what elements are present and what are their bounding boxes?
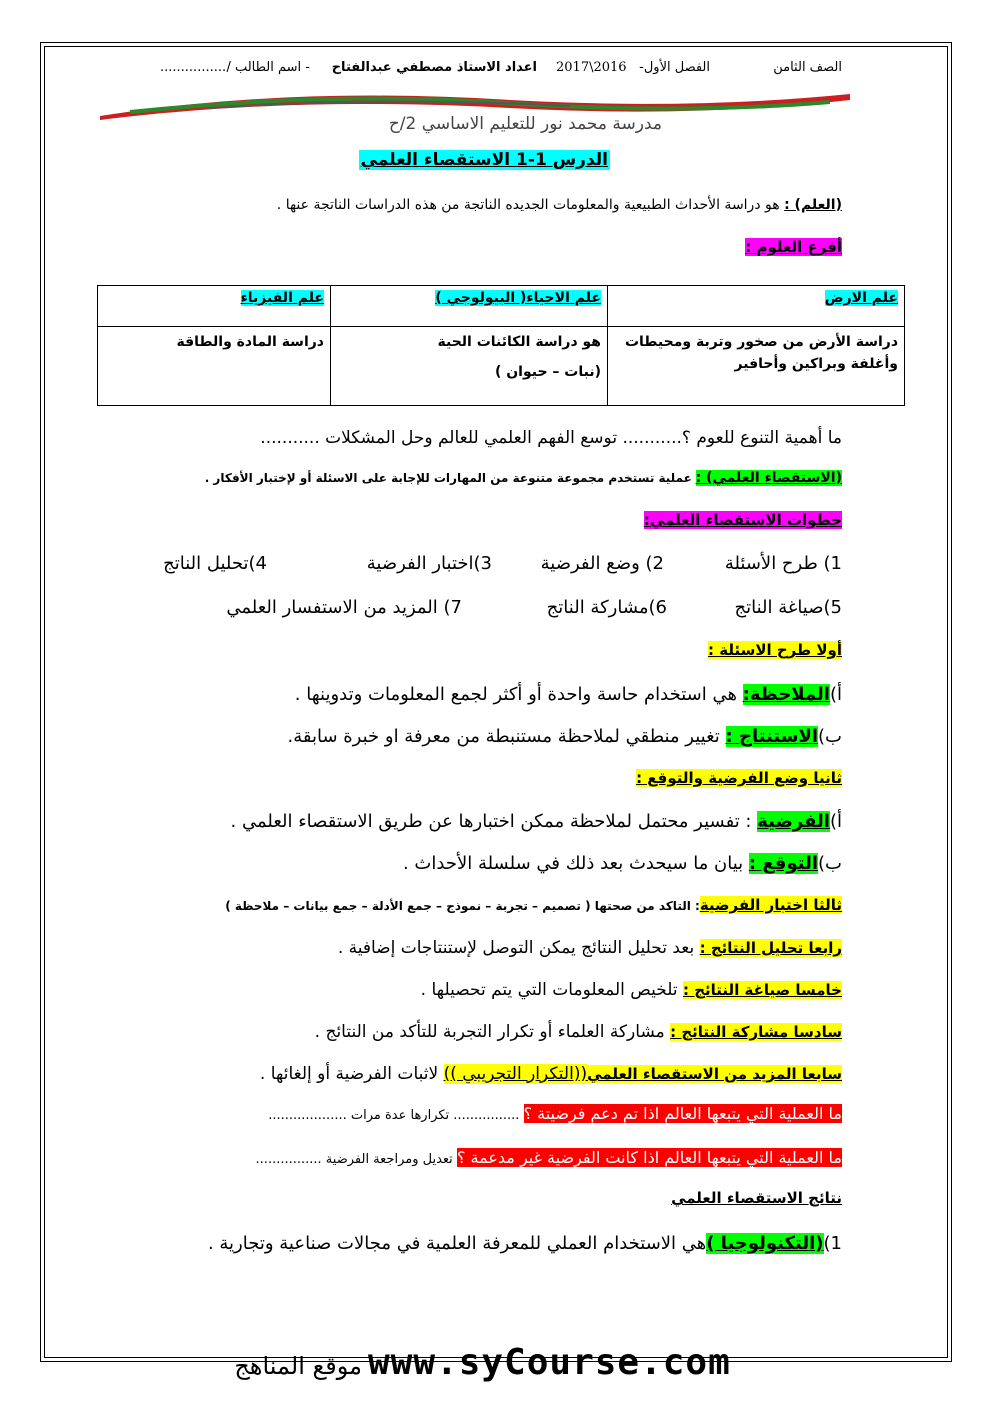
author-label: اعداد الاستاذ مصطفي عبدالفتاح — [331, 60, 537, 75]
footer-site-label: موقع المناهج — [234, 1352, 362, 1380]
branch-biology-header: علم الاحياء( البيولوجي ) — [331, 286, 608, 327]
answer-1: ................ تكرارها عدة مرات ................... — [268, 1108, 524, 1123]
third-step-term: ثالثا اختبار الفرضية — [699, 896, 842, 914]
diversity-question: ما أهمية التنوع للعوم ؟........... توسع الفهم العلمي للعالم وحل المشكلات ........... — [260, 428, 842, 448]
step-7: 7) المزيد من الاستفسار العلمي — [226, 597, 462, 618]
prediction-term: التوقع : — [748, 853, 819, 874]
prediction-line: ب)التوقع : بيان ما سيحدث بعد ذلك في سلسلة الأحداث . — [402, 853, 842, 874]
school-banner-text: مدرسة محمد نور للتعليم الاساسي 2/ح — [388, 114, 662, 134]
seventh-step-line: سابعا المزيد من الاستقصاء العلمي((التكرار التجريبي )) لاثبات الفرضية أو إلغائها . — [259, 1064, 842, 1084]
inference-term: الاستنتاج : — [725, 726, 819, 747]
branch-biology-desc: هو دراسة الكائنات الحية (نبات – حيوان ) — [331, 327, 608, 406]
first-section-title: أولا طرح الاسئلة : — [708, 641, 842, 659]
technology-line: 1)(التكنولوجيا )هي الاستخدام العملي للمعرفة العلمية في مجالات صناعية وتجارية . — [207, 1233, 842, 1254]
year-label: 2017\2016 — [556, 60, 627, 75]
science-text: هو دراسة الأحداث الطبيعية والمعلومات الجديده الناتجة من هذه الدراسات الناتجة عنها . — [276, 197, 780, 213]
fourth-step-term: رابعا تحليل النتائج : — [699, 939, 842, 957]
inference-line: ب)الاستنتاج : تغيير منطقي لملاحظة مستنبطة من معرفة او خبرة سابقة. — [287, 726, 842, 747]
lesson-title: الدرس 1-1 الاستقصاء العلمي — [360, 150, 608, 170]
results-title: نتائج الاستقصاء العلمي — [671, 1189, 842, 1207]
step-6: 6)مشاركة الناتج — [546, 597, 667, 618]
hypothesis-term: الفرضية — [757, 811, 830, 832]
branches-table — [97, 285, 905, 406]
question-2-line — [256, 1148, 842, 1167]
sixth-step-line: سادسا مشاركة النتائج : مشاركة العلماء أو تكرار التجربة للتأكد من النتائج . — [314, 1022, 842, 1042]
fourth-step-line: رابعا تحليل النتائج : بعد تحليل النتائج يمكن التوصل لإستنتاجات إضافية . — [337, 938, 842, 958]
step-2: 2) وضع الفرضية — [540, 553, 664, 574]
student-name-dots: ................ — [160, 60, 227, 75]
branch-earth-desc: دراسة الأرض من صخور وتربة ومحيطات وأغلفة وبراكين وأحافير — [608, 327, 905, 406]
inquiry-text: عملية تستخدم مجموعة متنوعة من المهارات للإجابة على الاسئلة أو لإختبار الأفكار . — [204, 471, 692, 485]
branches-title: أفرع العلوم : — [745, 238, 842, 256]
student-name-label: - اسم الطالب / — [226, 60, 310, 75]
seventh-step-term: سابعا المزيد من الاستقصاء العلمي — [587, 1065, 842, 1083]
question-1-line — [268, 1104, 842, 1123]
branch-physics-desc: دراسة المادة والطاقة — [98, 327, 331, 406]
sixth-step-term: سادسا مشاركة النتائج : — [670, 1023, 842, 1041]
question-2: ما العملية التي يتبعها العالم اذا كانت الفرضية غير مدعمة ؟ — [456, 1148, 842, 1167]
footer-site-url[interactable]: www.syCourse.com — [368, 1342, 731, 1383]
technology-term: (التكنولوجيا ) — [706, 1233, 824, 1254]
answer-2: تعديل ومراجعة الفرضية ................ — [255, 1152, 457, 1167]
second-section-title: ثانيا وضع الفرضية والتوقع : — [636, 769, 842, 787]
science-term: (العلم) : — [784, 197, 842, 213]
step-1: 1) طرح الأسئلة — [724, 553, 842, 574]
grade-label: الصف الثامن — [773, 60, 842, 75]
science-definition — [277, 197, 842, 213]
steps-title: خطوات الاستقصاء العلمي: — [643, 511, 842, 529]
step-5: 5)صياغة الناتج — [734, 597, 842, 618]
inquiry-definition — [205, 470, 842, 486]
branch-earth-header: علم الارض — [608, 286, 905, 327]
fifth-step-term: خامسا صياغة النتائج : — [683, 981, 842, 999]
observation-line: أ)الملاحظة: هي استخدام حاسة واحدة أو أكثر لجمع المعلومات وتدوينها . — [294, 684, 842, 705]
hypothesis-line: أ)الفرضية : تفسير محتمل لملاحظة ممكن اختبارها عن طريق الاستقصاء العلمي . — [230, 811, 842, 832]
third-step-line: ثالثا اختبار الفرضية: التاكد من صحتها ( تصميم – تجربة – نموذج – جمع الأدلة – جمع بيانات – ملاحظة ) — [225, 896, 842, 914]
inquiry-term: (الاستقصاء العلمي) : — [695, 470, 842, 486]
step-3: 3)اختبار الفرضية — [366, 553, 492, 574]
branch-physics-header: علم الفيزياء — [98, 286, 331, 327]
question-1: ما العملية التي يتبعها العالم اذا تم دعم فرضيتة ؟ — [523, 1104, 842, 1123]
observation-term: الملاحظة: — [742, 684, 830, 705]
term-label: الفصل الأول- — [639, 60, 710, 75]
fifth-step-line: خامسا صياغة النتائج : تلخيص المعلومات التي يتم تحصيلها . — [420, 980, 842, 1000]
step-4: 4)تحليل الناتج — [163, 553, 267, 574]
